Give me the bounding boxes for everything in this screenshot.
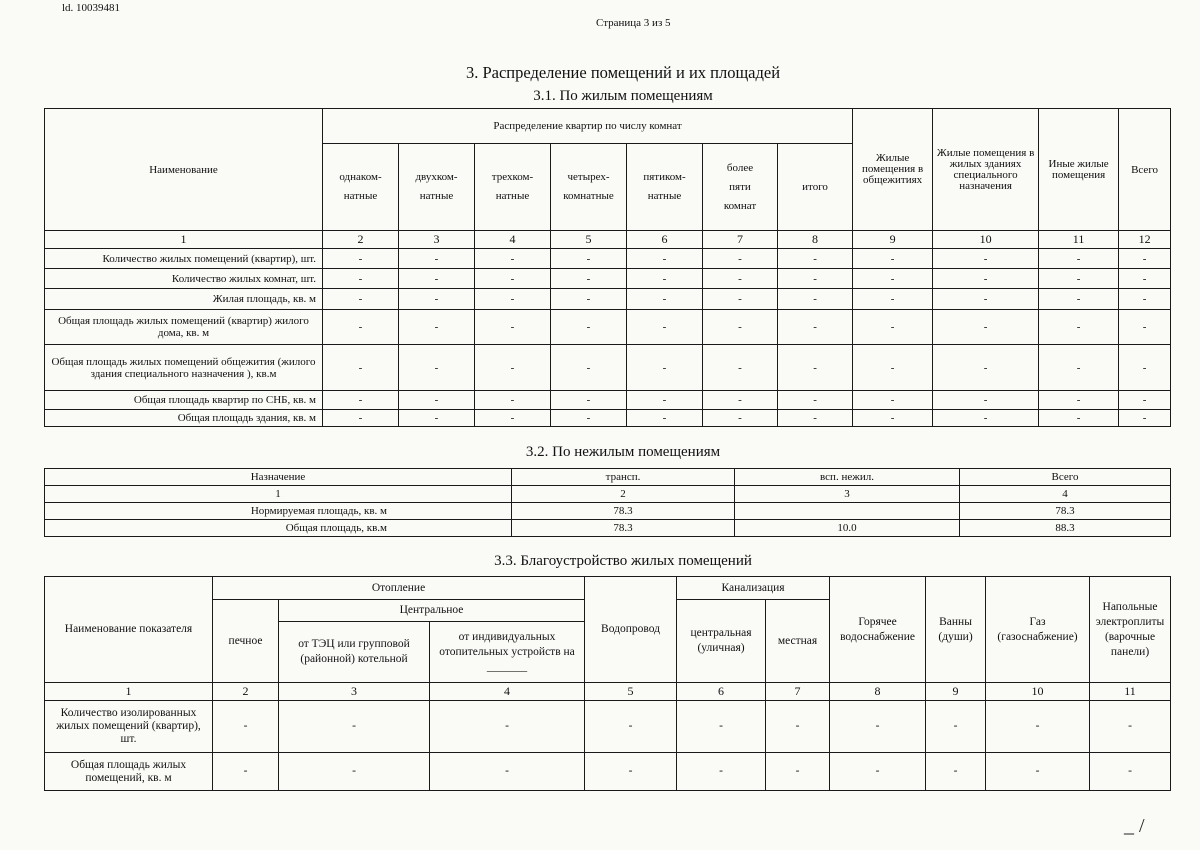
document-id: ld. 10039481	[62, 2, 121, 14]
column-number: 7	[703, 231, 778, 249]
residential-title: 3.1. По жилым помещениям	[533, 88, 713, 104]
table-cell: -	[551, 289, 627, 310]
table-row	[45, 701, 1171, 753]
table-cell: -	[627, 249, 703, 269]
table-cell: -	[551, 410, 627, 427]
table-row	[45, 753, 1171, 791]
row-label: Общая площадь жилых помещений (квартир) жилого дома, кв. м	[45, 310, 323, 345]
column-number: 9	[926, 683, 986, 701]
amenities-title: 3.3. Благоустройство жилых помещений	[494, 553, 752, 569]
table-cell: -	[399, 249, 475, 269]
table-cell: -	[703, 289, 778, 310]
col-header-rooms: пятиком- натные	[627, 144, 703, 231]
column-number: 4	[475, 231, 551, 249]
table-cell: -	[279, 701, 430, 753]
table-cell: -	[986, 701, 1090, 753]
table-cell: -	[213, 701, 279, 753]
column-number: 8	[778, 231, 853, 249]
row-label: Количество изолированных жилых помещений (квартир), шт.	[45, 701, 213, 753]
table-cell: -	[323, 345, 399, 391]
col-header-heating: Отопление	[213, 577, 585, 600]
table-cell: 78.3	[960, 503, 1171, 520]
table-cell: -	[475, 289, 551, 310]
table-cell: -	[627, 269, 703, 289]
table-cell: -	[926, 701, 986, 753]
column-number: 6	[627, 231, 703, 249]
row-label: Количество жилых комнат, шт.	[45, 269, 323, 289]
table-cell: -	[778, 269, 853, 289]
table-cell: -	[933, 410, 1039, 427]
col-header-special: Жилые помещения в жилых зданиях специального назначения	[933, 109, 1039, 231]
column-number: 1	[45, 231, 323, 249]
table-cell: -	[986, 753, 1090, 791]
col-header: всп. нежил.	[735, 469, 960, 486]
table-cell: -	[1119, 410, 1171, 427]
column-number: 11	[1039, 231, 1119, 249]
table-cell: -	[323, 391, 399, 410]
table-cell: -	[703, 249, 778, 269]
row-label: Количество жилых помещений (квартир), шт.	[45, 249, 323, 269]
table-cell: -	[853, 249, 933, 269]
col-header-tec: от ТЭЦ или групповой (районной) котельной	[279, 622, 430, 683]
col-header-water: Водопровод	[585, 577, 677, 683]
table-row	[45, 289, 1171, 310]
col-header-rooms: итого	[778, 144, 853, 231]
table-cell: -	[627, 345, 703, 391]
page-number: Страница 3 из 5	[596, 17, 671, 29]
column-number: 3	[399, 231, 475, 249]
table-cell: -	[1039, 249, 1119, 269]
column-number: 6	[677, 683, 766, 701]
column-number: 3	[735, 486, 960, 503]
table-cell: -	[551, 345, 627, 391]
table-cell: -	[475, 345, 551, 391]
column-number: 3	[279, 683, 430, 701]
col-header-distribution: Распределение квартир по числу комнат	[323, 109, 853, 144]
column-number: 10	[933, 231, 1039, 249]
table-cell: 10.0	[735, 520, 960, 537]
table-cell: -	[551, 269, 627, 289]
table-row	[45, 249, 1171, 269]
col-header-rooms: четырех- комнатные	[551, 144, 627, 231]
table-cell: -	[399, 289, 475, 310]
table-cell: -	[1039, 345, 1119, 391]
table-cell: -	[703, 391, 778, 410]
column-number: 1	[45, 486, 512, 503]
table-cell: -	[778, 410, 853, 427]
table-cell: -	[933, 249, 1039, 269]
table-row	[45, 391, 1171, 410]
column-number: 12	[1119, 231, 1171, 249]
table-cell: -	[323, 310, 399, 345]
col-header-other: Иные жилые помещения	[1039, 109, 1119, 231]
table-row	[45, 503, 1171, 520]
col-header-central: Центральное	[279, 600, 585, 622]
col-header: Назначение	[45, 469, 512, 486]
table-cell: -	[933, 345, 1039, 391]
column-number: 10	[986, 683, 1090, 701]
table-cell: -	[1039, 391, 1119, 410]
table-row	[45, 410, 1171, 427]
table-cell: -	[627, 391, 703, 410]
table-cell: -	[1119, 391, 1171, 410]
table-cell: -	[1039, 289, 1119, 310]
row-label: Общая площадь квартир по СНБ, кв. м	[45, 391, 323, 410]
table-cell: -	[1039, 310, 1119, 345]
col-header-rooms: однаком- натные	[323, 144, 399, 231]
table-cell: -	[778, 310, 853, 345]
row-label: Общая площадь жилых помещений, кв. м	[45, 753, 213, 791]
table-cell: -	[778, 345, 853, 391]
table-cell: -	[627, 410, 703, 427]
table-cell: -	[627, 310, 703, 345]
column-number: 2	[512, 486, 735, 503]
table-cell: -	[627, 289, 703, 310]
table-cell: -	[551, 310, 627, 345]
table-cell: -	[585, 701, 677, 753]
table-cell: -	[778, 289, 853, 310]
table-cell: -	[933, 289, 1039, 310]
table-cell: 88.3	[960, 520, 1171, 537]
table-cell: -	[778, 391, 853, 410]
table-cell: -	[475, 249, 551, 269]
col-header-rooms: более пяти комнат	[703, 144, 778, 231]
table-cell: -	[213, 753, 279, 791]
table-cell: -	[1119, 249, 1171, 269]
table-row	[45, 310, 1171, 345]
table-cell: -	[933, 391, 1039, 410]
col-header-sewer-local: местная	[766, 600, 830, 683]
table-cell: -	[430, 753, 585, 791]
column-number: 4	[430, 683, 585, 701]
col-header-baths: Ванны (души)	[926, 577, 986, 683]
row-label: Нормируемая площадь, кв. м	[45, 503, 512, 520]
column-number: 1	[45, 683, 213, 701]
table-cell: -	[1119, 289, 1171, 310]
table-cell: -	[399, 345, 475, 391]
col-header-total: Всего	[1119, 109, 1171, 231]
corner-mark: _ /	[1124, 815, 1145, 837]
table-cell: -	[399, 269, 475, 289]
table-cell: -	[853, 310, 933, 345]
table-cell: -	[853, 345, 933, 391]
table-cell: -	[323, 269, 399, 289]
table-cell: -	[323, 249, 399, 269]
amenities-table	[44, 576, 1171, 791]
table-cell: -	[430, 701, 585, 753]
column-number: 7	[766, 683, 830, 701]
table-cell: -	[1090, 753, 1171, 791]
table-cell: -	[853, 391, 933, 410]
col-header: трансп.	[512, 469, 735, 486]
col-header-electric-stoves: Напольные электроплиты (варочные панели)	[1090, 577, 1171, 683]
col-header-sewer: Канализация	[677, 577, 830, 600]
table-cell: -	[926, 753, 986, 791]
table-cell: -	[323, 410, 399, 427]
table-cell: -	[1039, 410, 1119, 427]
col-header-indicator: Наименование показателя	[45, 577, 213, 683]
column-number: 8	[830, 683, 926, 701]
table-cell: -	[853, 269, 933, 289]
nonresidential-table	[44, 468, 1171, 537]
section-title: 3. Распределение помещений и их площадей	[465, 63, 781, 82]
table-cell: -	[830, 701, 926, 753]
table-cell: -	[475, 269, 551, 289]
table-cell: -	[551, 249, 627, 269]
table-cell: -	[1119, 345, 1171, 391]
table-cell: -	[853, 289, 933, 310]
table-cell: -	[475, 391, 551, 410]
col-header: Всего	[960, 469, 1171, 486]
col-header-dorm: Жилые помещения в общежитиях	[853, 109, 933, 231]
table-cell: -	[1119, 269, 1171, 289]
column-number: 11	[1090, 683, 1171, 701]
table-cell: -	[323, 289, 399, 310]
table-cell: -	[1119, 310, 1171, 345]
row-label: Общая площадь, кв.м	[45, 520, 512, 537]
col-header-name: Наименование	[45, 109, 323, 231]
table-cell: -	[1090, 701, 1171, 753]
col-header-rooms: трехком- натные	[475, 144, 551, 231]
row-label: Общая площадь жилых помещений общежития (жилого здания специального назначения ), кв.м	[45, 345, 323, 391]
table-cell: -	[853, 410, 933, 427]
column-number: 2	[213, 683, 279, 701]
column-number: 5	[585, 683, 677, 701]
table-cell: 78.3	[512, 520, 735, 537]
table-cell: -	[677, 701, 766, 753]
table-cell: -	[703, 410, 778, 427]
col-header-gas: Газ (газоснабжение)	[986, 577, 1090, 683]
row-label: Общая площадь здания, кв. м	[45, 410, 323, 427]
nonresidential-title: 3.2. По нежилым помещениям	[525, 444, 721, 460]
table-cell: -	[677, 753, 766, 791]
table-cell: -	[703, 345, 778, 391]
table-cell: -	[475, 410, 551, 427]
column-number: 4	[960, 486, 1171, 503]
col-header-individual: от индивидуальных отопительных устройств на _______	[430, 622, 585, 683]
table-cell: -	[703, 310, 778, 345]
table-cell: -	[778, 249, 853, 269]
table-row	[45, 345, 1171, 391]
table-row	[45, 269, 1171, 289]
table-cell	[735, 503, 960, 520]
row-label: Жилая площадь, кв. м	[45, 289, 323, 310]
table-cell: -	[766, 701, 830, 753]
table-cell: -	[585, 753, 677, 791]
table-cell: -	[933, 310, 1039, 345]
table-cell: -	[399, 391, 475, 410]
column-number: 2	[323, 231, 399, 249]
col-header-sewer-central: центральная (уличная)	[677, 600, 766, 683]
column-number: 9	[853, 231, 933, 249]
column-number: 5	[551, 231, 627, 249]
table-cell: -	[1039, 269, 1119, 289]
table-cell: -	[830, 753, 926, 791]
table-cell: -	[399, 310, 475, 345]
col-header-hot-water: Горячее водоснабжение	[830, 577, 926, 683]
residential-table	[44, 108, 1171, 427]
table-cell: -	[766, 753, 830, 791]
table-cell: -	[475, 310, 551, 345]
col-header-rooms: двухком- натные	[399, 144, 475, 231]
table-cell: -	[703, 269, 778, 289]
table-cell: -	[399, 410, 475, 427]
table-row	[45, 520, 1171, 537]
table-cell: -	[551, 391, 627, 410]
table-cell: -	[279, 753, 430, 791]
table-cell: 78.3	[512, 503, 735, 520]
col-header-stove: печное	[213, 600, 279, 683]
table-cell: -	[933, 269, 1039, 289]
